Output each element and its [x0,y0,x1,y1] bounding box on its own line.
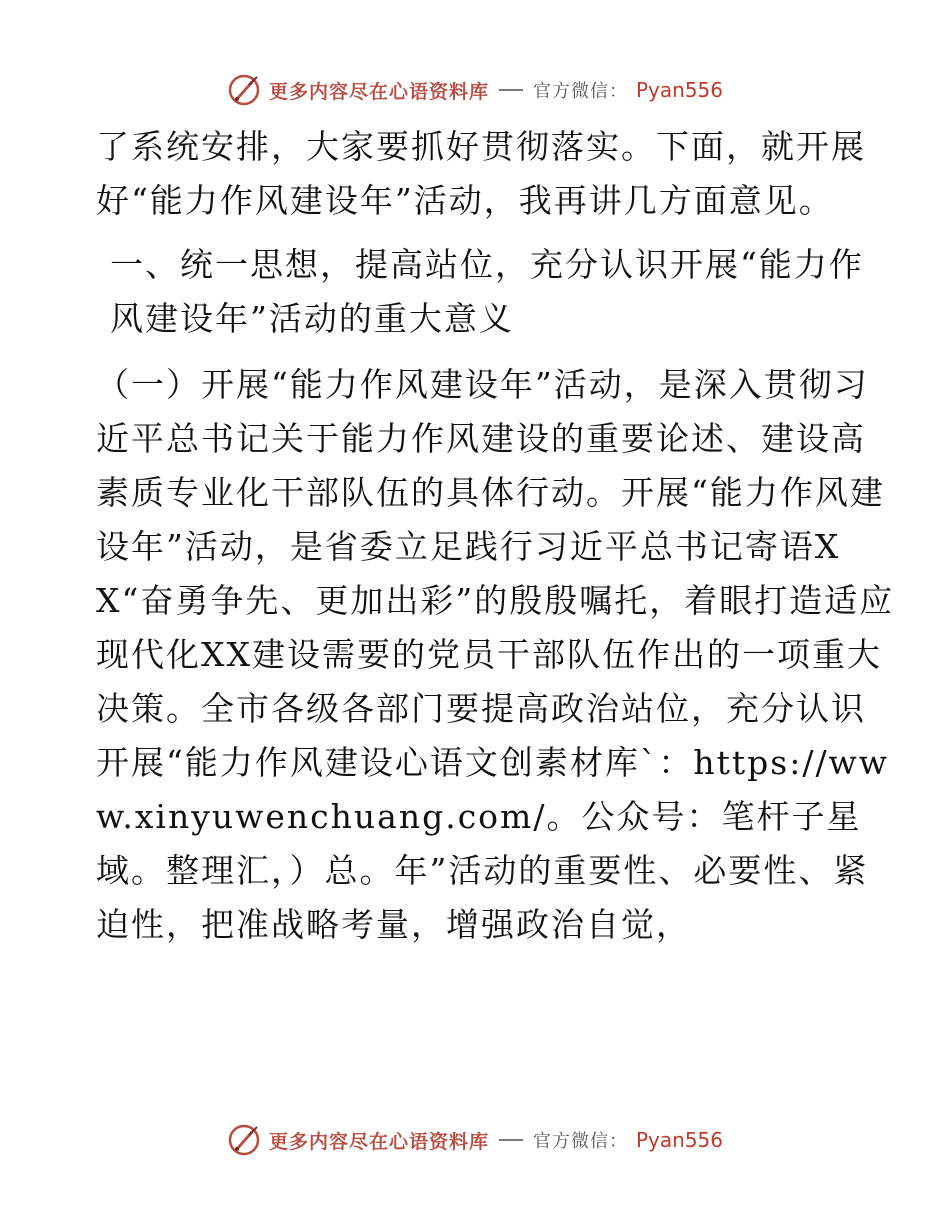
banner-brand-text: 更多内容尽在心语资料库 [268,1130,489,1153]
banner-divider [499,89,523,91]
banner-brand-text: 更多内容尽在心语资料库 [268,80,489,103]
banner-divider [499,1139,523,1141]
banner-wechat-label: 官方微信： [533,1131,628,1152]
section-heading: 一、统一思想，提高站位，充分认识开展“能力作风建设年”活动的重大意义 [110,245,864,338]
footer-banner [0,1120,950,1160]
banner-wechat-id: Pyan556 [636,1128,724,1152]
paragraph-intro: 了系统安排，大家要抓好贯彻落实。下面，就开展好“能力作风建设年”活动，我再讲几方面意见。 [96,127,866,220]
quill-pen-logo-icon [227,1123,261,1157]
document-body [96,120,896,952]
quill-pen-logo-icon [227,73,261,107]
paragraph-subsection-1: （一）开展“能力作风建设年”活动，是深入贯彻习近平总书记关于能力作风建设的重要论述、建设高素质专业化干部队伍的具体行动。开展“能力作风建设年”活动，是省委立足践行习近平总书记寄语XX“奋勇争先、更加出彩”的殷殷嘱托，着眼打造适应现代化XX建设需要的党员干部队伍作出的一项重大决策。全市各级各部门要提高政治站位，充分认识开展“能力作风建设心语文创素材库`：https://www.xinyuwenchuang.com/。公众号：笔杆子星域。整理汇，）总。年”活动的重要性、必要性、紧迫性，把准战略考量，增强政治自觉， [96,365,895,944]
banner-wechat-id: Pyan556 [636,78,724,102]
banner-wechat-label: 官方微信： [533,81,628,102]
header-banner [0,70,950,110]
